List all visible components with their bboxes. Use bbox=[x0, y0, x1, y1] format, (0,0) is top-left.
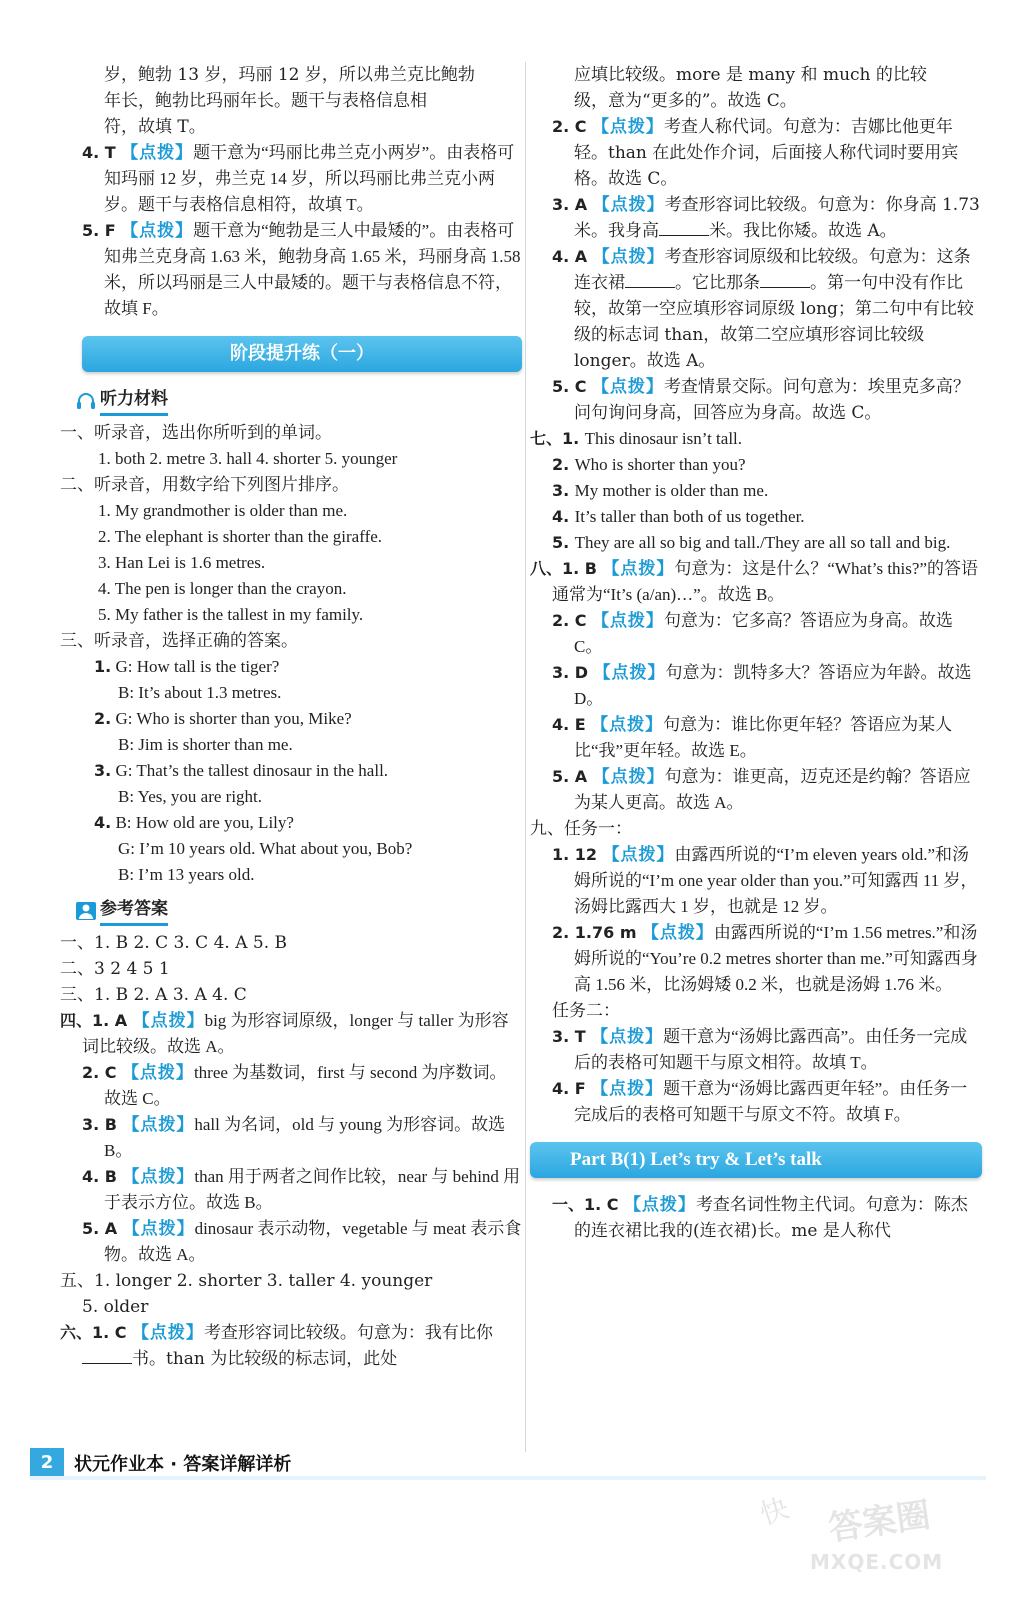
column-divider bbox=[525, 62, 526, 1452]
answer-text: 句意为：谁比你更年轻？答语应为某人比“我”更年轻。故选 E。 bbox=[574, 715, 953, 760]
watermark-text: 答案圈 bbox=[826, 1495, 933, 1549]
answer-text: 。第一句中没有作比较，故第一空应填形容词原级 long；第二句中有比较级的标志词 than，故第二空应填形容词比较级 longer。故选 A。 bbox=[574, 273, 974, 371]
answer-item bbox=[530, 530, 982, 556]
answer-number: 八、1. B bbox=[530, 559, 597, 578]
answer-line: 一、1. B 2. C 3. C 4. A 5. B bbox=[60, 933, 288, 953]
hint-tag: 【点拨】 bbox=[592, 195, 665, 215]
footer-bar bbox=[30, 1476, 986, 1480]
right-column bbox=[530, 62, 982, 1244]
hint-tag: 【点拨】 bbox=[122, 1115, 195, 1135]
answer-line: 三、1. B 2. A 3. A 4. C bbox=[60, 985, 247, 1005]
dialog-line bbox=[60, 784, 522, 810]
answer-text: 题干意为“玛丽比弗兰克小两岁”。由表格可知玛丽 12 岁，弗兰克 14 岁，所以玛丽比弗兰克小两岁。题干与表格信息相符，故填 T。 bbox=[104, 143, 515, 214]
answer-item bbox=[530, 452, 982, 478]
hint-tag: 【点拨】 bbox=[122, 1219, 195, 1239]
answer-text: 句意为：凯特多大？答语应为年龄。故选 D。 bbox=[574, 663, 972, 708]
answer-number: 2. bbox=[552, 455, 570, 474]
answer-number: 六、1. C bbox=[60, 1323, 127, 1342]
answer-item bbox=[530, 478, 982, 504]
answer-number: 3. T bbox=[552, 1027, 586, 1046]
dialog-list bbox=[60, 654, 522, 888]
answer-item bbox=[530, 374, 982, 426]
answer-number: 2. 1.76 m bbox=[552, 923, 637, 942]
answer-text: 句意为：这是什么？“What’s this?”的答语通常为“It’s (a/an)…”。故选 B。 bbox=[552, 559, 978, 604]
answer-text: than 用于两者之间作比较，near 与 behind 用于表示方位。故选 B。 bbox=[104, 1167, 521, 1212]
answer-text: 。它比那条 bbox=[675, 273, 760, 293]
answer-item bbox=[530, 1024, 982, 1076]
answer-number: 一、1. C bbox=[552, 1195, 619, 1214]
watermark-logo bbox=[756, 1490, 990, 1580]
answer-number: 4. bbox=[552, 507, 570, 526]
answer-text: 书。than 为比较级的标志词，此处 bbox=[132, 1349, 398, 1369]
hint-tag: 【点拨】 bbox=[593, 663, 666, 683]
answer-item bbox=[530, 1076, 982, 1128]
answer-number: 3. B bbox=[82, 1115, 117, 1134]
answers-heading bbox=[76, 896, 522, 926]
dialog-number: 4. bbox=[94, 813, 112, 832]
answer-text: My mother is older than me. bbox=[574, 481, 769, 500]
answer-number: 5. C bbox=[552, 377, 587, 396]
hint-tag: 【点拨】 bbox=[121, 1063, 194, 1083]
dialog-number: 3. bbox=[94, 761, 112, 780]
hint-tag: 【点拨】 bbox=[591, 377, 664, 397]
answer-text: three 为基数词，first 与 second 为序数词。故选 C。 bbox=[104, 1063, 507, 1108]
answer-line: 二、3 2 4 5 1 bbox=[60, 959, 170, 979]
hint-tag: 【点拨】 bbox=[122, 1167, 195, 1187]
book-title: 状元作业本 · 答案详解详析 bbox=[74, 1454, 292, 1475]
page-number: 2 bbox=[30, 1448, 64, 1478]
answer-number: 2. C bbox=[552, 611, 587, 630]
hint-tag: 【点拨】 bbox=[602, 559, 675, 579]
sentence-item: 4. The pen is longer than the crayon. bbox=[98, 579, 347, 598]
answer-item bbox=[530, 1192, 982, 1244]
hint-tag: 【点拨】 bbox=[591, 1027, 664, 1047]
answer-text: 米。我比你矮。故选 A。 bbox=[709, 221, 897, 241]
dialog-text: B: How old are you, Lily? bbox=[115, 813, 294, 832]
answer-number: 4. A bbox=[552, 247, 588, 266]
hint-tag: 【点拨】 bbox=[592, 767, 665, 787]
answer-number: 5. F bbox=[82, 221, 116, 240]
hint-tag: 【点拨】 bbox=[592, 247, 665, 267]
hint-tag: 【点拨】 bbox=[121, 221, 194, 241]
answer-text: 考查名词性物主代词。句意为：陈杰的连衣裙比我的(连衣裙)长。me 是人称代 bbox=[574, 1195, 968, 1241]
answer-text: They are all so big and tall./They are all so tall and big. bbox=[574, 533, 951, 552]
hint-tag: 【点拨】 bbox=[641, 923, 714, 943]
answer-line: 5. older bbox=[82, 1297, 149, 1317]
answer-text: big 为形容词原级，longer 与 taller 为形容词比较级。故选 A。 bbox=[82, 1011, 509, 1056]
answer-item bbox=[60, 140, 522, 218]
text-line: 级，意为“更多的”。故选 C。 bbox=[574, 91, 797, 111]
sentence-item: 2. The elephant is shorter than the giraffe. bbox=[98, 527, 383, 546]
dialog-number: 1. bbox=[94, 657, 112, 676]
sentence-item: 1. My grandmother is older than me. bbox=[98, 501, 348, 520]
text-line: 年长，鲍勃比玛丽年长。题干与表格信息相 bbox=[104, 91, 427, 111]
blank-line bbox=[760, 273, 810, 288]
answer-text: 考查形容词比较级。句意为：我有比你 bbox=[203, 1323, 493, 1343]
answer-text: 题干意为“鲍勃是三人中最矮的”。由表格可知弗兰克身高 1.63 米，鲍勃身高 1.65 米，玛丽身高 1.58 米，所以玛丽是三人中最矮的。题干与表格信息不符，故填 F。 bbox=[104, 221, 521, 318]
continued-text bbox=[60, 62, 522, 140]
answer-item bbox=[60, 1112, 522, 1164]
sentence-item: 5. My father is the tallest in my family. bbox=[98, 605, 364, 624]
hint-tag: 【点拨】 bbox=[591, 1079, 664, 1099]
headphones-icon bbox=[76, 392, 96, 410]
answer-text: It’s taller than both of us together. bbox=[574, 507, 805, 526]
answer-item bbox=[530, 608, 982, 660]
dialog-text: G: That’s the tallest dinosaur in the hall. bbox=[115, 761, 389, 780]
answer-number: 3. bbox=[552, 481, 570, 500]
answers-title: 参考答案 bbox=[100, 896, 168, 926]
hint-tag: 【点拨】 bbox=[591, 611, 664, 631]
listening-heading bbox=[76, 386, 522, 416]
answer-item bbox=[60, 218, 522, 322]
answer-text: dinosaur 表示动物，vegetable 与 meat 表示食物。故选 A。 bbox=[104, 1219, 522, 1264]
answer-number: 5. A bbox=[82, 1219, 118, 1238]
dialog-line bbox=[60, 706, 522, 732]
answer-item bbox=[60, 1060, 522, 1112]
answer-number: 5. A bbox=[552, 767, 588, 786]
answer-number: 4. B bbox=[82, 1167, 117, 1186]
answer-item bbox=[530, 504, 982, 530]
hint-tag: 【点拨】 bbox=[121, 143, 194, 163]
dialog-line bbox=[60, 732, 522, 758]
dialog-text: B: Jim is shorter than me. bbox=[118, 735, 293, 754]
sentence-list bbox=[60, 498, 522, 628]
section-banner: Part B(1) Let’s try & Let’s talk bbox=[530, 1142, 982, 1178]
answer-number: 4. F bbox=[552, 1079, 586, 1098]
answer-item bbox=[530, 660, 982, 712]
hint-tag: 【点拨】 bbox=[132, 1011, 205, 1031]
text-line: 岁，鲍勃 13 岁，玛丽 12 岁，所以弗兰克比鲍勃 bbox=[104, 65, 475, 85]
blank-line bbox=[82, 1349, 132, 1364]
answer-item bbox=[530, 920, 982, 998]
watermark-url: MXQE.COM bbox=[810, 1550, 944, 1574]
answer-text: 由露西所说的“I’m eleven years old.”和汤姆所说的“I’m one year older than you.”可知露西 11 岁，汤姆比露西大 1 岁，也就是 12 岁。 bbox=[574, 845, 978, 916]
answer-number: 3. A bbox=[552, 195, 588, 214]
answer-line: 五、1. longer 2. shorter 3. taller 4. younger bbox=[60, 1271, 433, 1291]
continued-text bbox=[530, 62, 982, 114]
task-title: 九、任务一： bbox=[530, 819, 632, 839]
answer-text: Who is shorter than you? bbox=[574, 455, 746, 474]
dialog-text: B: I’m 13 years old. bbox=[118, 865, 255, 884]
answer-text: 题干意为“汤姆比露西更年轻”。由任务一完成后的表格可知题干与原文不符。故填 F。 bbox=[574, 1079, 968, 1124]
text-line: 应填比较级。more 是 many 和 much 的比较 bbox=[574, 65, 927, 85]
dialog-text: B: Yes, you are right. bbox=[118, 787, 263, 806]
answer-list bbox=[530, 1024, 982, 1128]
dialog-line bbox=[60, 654, 522, 680]
answer-text: 由露西所说的“I’m 1.56 metres.”和汤姆所说的“You’re 0.2 metres shorter than me.”可知露西身高 1.56 米，比汤姆矮 0.2 米，也就是汤姆 1.76 米。 bbox=[574, 923, 978, 994]
hint-tag: 【点拨】 bbox=[591, 715, 664, 735]
answer-item bbox=[530, 764, 982, 816]
blank-line bbox=[659, 221, 709, 236]
answer-item bbox=[60, 1320, 522, 1372]
answer-list bbox=[530, 426, 982, 556]
answer-number: 2. C bbox=[82, 1063, 117, 1082]
answer-text: 句意为：它多高？答语应为身高。故选 C。 bbox=[574, 611, 953, 656]
answer-number: 七、1. bbox=[530, 429, 580, 448]
answer-text: 题干意为“汤姆比露西高”。由任务一完成后的表格可知题干与原文相符。故填 T。 bbox=[574, 1027, 968, 1072]
answer-item bbox=[60, 1216, 522, 1268]
answer-item bbox=[530, 842, 982, 920]
dialog-number: 2. bbox=[94, 709, 112, 728]
dialog-text: G: How tall is the tiger? bbox=[115, 657, 280, 676]
answer-item bbox=[60, 1164, 522, 1216]
answer-list bbox=[530, 842, 982, 998]
answer-item bbox=[530, 712, 982, 764]
answer-text: 考查人称代词。句意为：吉娜比他更年轻。than 在此处作介词，后面接人称代词时要用宾格。故选 C。 bbox=[574, 117, 959, 189]
watermark-mark: 快 bbox=[756, 1491, 793, 1532]
answer-number: 2. C bbox=[552, 117, 587, 136]
hint-tag: 【点拨】 bbox=[623, 1195, 696, 1215]
answer-item bbox=[530, 192, 982, 244]
dialog-line bbox=[60, 836, 522, 862]
dialog-text: G: I’m 10 years old. What about you, Bob? bbox=[118, 839, 413, 858]
answer-number: 4. E bbox=[552, 715, 586, 734]
dialog-line bbox=[60, 862, 522, 888]
section-title: 二、听录音，用数字给下列图片排序。 bbox=[60, 475, 349, 495]
section-banner: 阶段提升练（一） bbox=[82, 336, 522, 372]
answer-item bbox=[530, 244, 982, 374]
answer-item bbox=[60, 1008, 522, 1060]
answer-number: 5. bbox=[552, 533, 570, 552]
word-list: 1. both 2. metre 3. hall 4. shorter 5. younger bbox=[98, 449, 398, 468]
answer-number: 四、1. A bbox=[60, 1011, 128, 1030]
hint-tag: 【点拨】 bbox=[131, 1323, 204, 1343]
answer-number: 1. 12 bbox=[552, 845, 598, 864]
text-line: 符，故填 T。 bbox=[104, 117, 206, 137]
task-title: 任务二： bbox=[552, 1001, 620, 1021]
answer-text: 考查形容词原级和比较级。句意为：这条连衣裙 bbox=[574, 247, 971, 293]
hint-tag: 【点拨】 bbox=[602, 845, 675, 865]
dialog-text: G: Who is shorter than you, Mike? bbox=[115, 709, 352, 728]
dialog-text: B: It’s about 1.3 metres. bbox=[118, 683, 282, 702]
answer-text: 句意为：谁更高，迈克还是约翰？答语应为某人更高。故选 A。 bbox=[574, 767, 971, 812]
dialog-line bbox=[60, 758, 522, 784]
dialog-line bbox=[60, 810, 522, 836]
answer-text: hall 为名词，old 与 young 为形容词。故选 B。 bbox=[104, 1115, 506, 1160]
answer-list bbox=[530, 556, 982, 816]
answer-item bbox=[530, 556, 982, 608]
blank-line bbox=[625, 273, 675, 288]
answer-number: 3. D bbox=[552, 663, 589, 682]
hint-tag: 【点拨】 bbox=[591, 117, 664, 137]
person-icon bbox=[76, 902, 96, 920]
dialog-line bbox=[60, 680, 522, 706]
answer-text: 考查情景交际。问句意为：埃里克多高？问句询问身高，回答应为身高。故选 C。 bbox=[574, 377, 970, 423]
answer-text: This dinosaur isn’t tall. bbox=[584, 429, 743, 448]
listening-title: 听力材料 bbox=[100, 386, 168, 416]
answer-list bbox=[60, 1008, 522, 1268]
section-title: 一、听录音，选出你所听到的单词。 bbox=[60, 423, 332, 443]
answer-item bbox=[530, 426, 982, 452]
answer-item bbox=[530, 114, 982, 192]
answer-list bbox=[60, 140, 522, 322]
answer-text: 考查形容词比较级。句意为：你身高 1.73 米。我身高 bbox=[574, 195, 980, 241]
section-title: 三、听录音，选择正确的答案。 bbox=[60, 631, 298, 651]
answer-number: 4. T bbox=[82, 143, 116, 162]
sentence-item: 3. Han Lei is 1.6 metres. bbox=[98, 553, 266, 572]
page-footer bbox=[30, 1448, 986, 1478]
left-column bbox=[60, 62, 522, 1372]
